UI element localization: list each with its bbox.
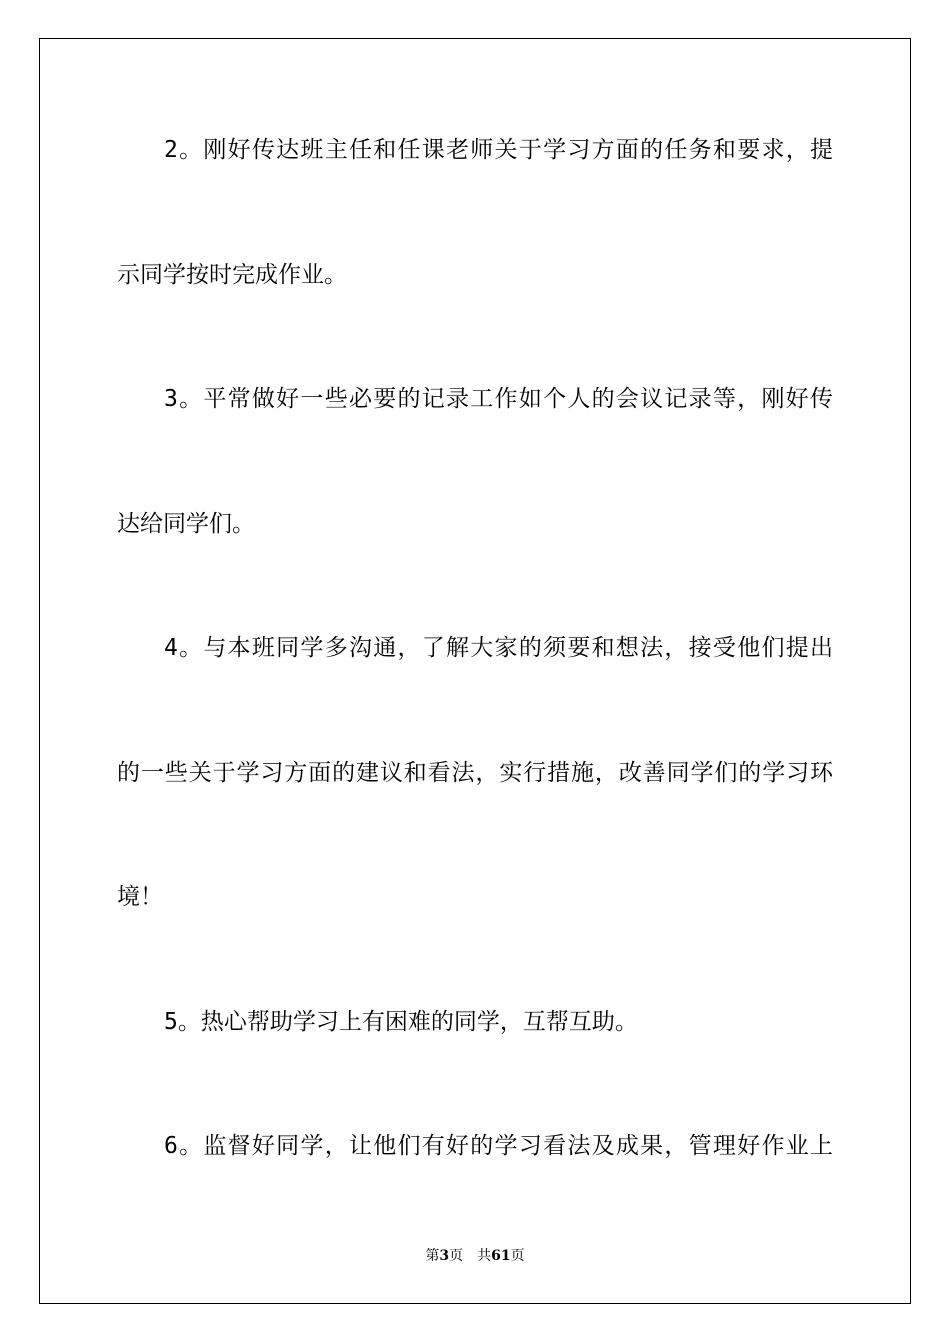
footer-page-number: 3 [439,1248,450,1264]
paragraph-5-line-1: 5。热心帮助学习上有困难的同学，互帮互助。 [164,1009,638,1035]
footer-total-suffix: 页 [510,1248,525,1264]
paragraph-3-line-2: 达给同学们。 [117,511,255,537]
page-footer [0,1246,950,1266]
paragraph-3-line-1: 3。平常做好一些必要的记录工作如个人的会议记录等，刚好传 [164,386,833,412]
footer-total-number: 61 [491,1248,511,1264]
paragraph-2-line-1: 2。刚好传达班主任和任课老师关于学习方面的任务和要求，提 [164,137,833,163]
footer-page-suffix: 页 [449,1248,464,1264]
paragraph-2-line-2: 示同学按时完成作业。 [117,262,347,288]
footer-total-prefix: 共 [477,1248,492,1264]
paragraph-4-line-3: 境！ [117,884,163,910]
paragraph-6-line-1: 6。监督好同学，让他们有好的学习看法及成果，管理好作业上 [164,1133,833,1159]
page-border [39,38,911,1304]
footer-page-prefix: 第 [425,1248,440,1264]
paragraph-4-line-2: 的一些关于学习方面的建议和看法，实行措施，改善同学们的学习环 [117,760,833,786]
paragraph-4-line-1: 4。与本班同学多沟通，了解大家的须要和想法，接受他们提出 [164,635,833,661]
